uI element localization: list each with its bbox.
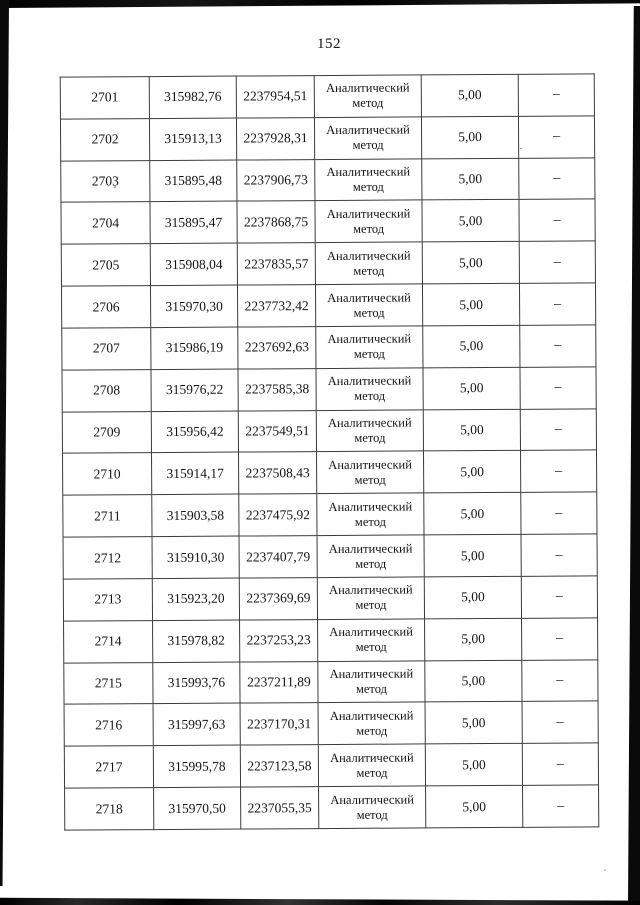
cell-coordinate-x: 315970,50 (154, 787, 241, 829)
table-row (63, 534, 597, 579)
cell-point-number: 2701 (60, 77, 149, 119)
cell-point-number: 2708 (62, 369, 151, 411)
cell-coordinate-x: 315986,19 (151, 327, 238, 369)
cell-point-number: 2715 (64, 662, 153, 704)
cell-point-number: 2704 (61, 202, 150, 244)
table-row (61, 283, 595, 328)
cell-coordinate-x: 315970,30 (150, 285, 237, 327)
table-row (62, 367, 596, 412)
cell-coordinate-x: 315914,17 (152, 453, 239, 495)
cell-method: Аналитический метод (318, 661, 425, 703)
cell-point-number: 2718 (65, 788, 154, 830)
cell-method: Аналитический метод (314, 117, 421, 159)
table-row (63, 492, 597, 537)
cell-precision: 5,00 (422, 158, 519, 200)
scan-artifact-right-bar (628, 6, 640, 905)
cell-note: – (521, 492, 597, 534)
cell-precision: 5,00 (424, 534, 521, 576)
cell-method: Аналитический метод (314, 75, 421, 117)
cell-coordinate-x: 315956,42 (151, 411, 238, 453)
cell-precision: 5,00 (423, 367, 520, 409)
cell-coordinate-y: 2237692,63 (238, 327, 316, 369)
cell-point-number: 2712 (63, 537, 152, 579)
cell-coordinate-x: 315995,78 (153, 745, 240, 787)
cell-point-number: 2706 (61, 286, 150, 328)
cell-coordinate-x: 315997,63 (153, 703, 240, 745)
cell-precision: 5,00 (425, 660, 522, 702)
cell-coordinate-x: 315982,76 (149, 76, 236, 118)
cell-precision: 5,00 (424, 576, 521, 618)
cell-coordinate-y: 2237475,92 (239, 494, 317, 536)
cell-coordinate-x: 315895,47 (150, 202, 237, 244)
cell-precision: 5,00 (423, 451, 520, 493)
cell-coordinate-y: 2237868,75 (237, 201, 315, 243)
cell-note: – (518, 116, 594, 158)
cell-coordinate-x: 315895,48 (150, 160, 237, 202)
cell-note: – (519, 283, 595, 325)
cell-note: – (523, 785, 599, 827)
cell-point-number: 2717 (64, 746, 153, 788)
cell-point-number: 2709 (62, 411, 151, 453)
cell-point-number: 2705 (61, 244, 150, 286)
cell-note: – (519, 199, 595, 241)
cell-coordinate-y: 2237549,51 (238, 410, 316, 452)
table-row (64, 659, 598, 704)
cell-note: – (521, 534, 597, 576)
cell-method: Аналитический метод (315, 159, 422, 201)
cell-method: Аналитический метод (318, 702, 425, 744)
cell-coordinate-x: 315993,76 (153, 662, 240, 704)
cell-coordinate-x: 315923,20 (152, 578, 239, 620)
cell-coordinate-y: 2237835,57 (237, 243, 315, 285)
cell-precision: 5,00 (426, 785, 523, 828)
cell-coordinate-y: 2237055,35 (241, 787, 319, 829)
cell-note: – (522, 659, 598, 701)
cell-coordinate-x: 315976,22 (151, 369, 238, 411)
cell-coordinate-y: 2237906,73 (237, 159, 315, 201)
cell-precision: 5,00 (425, 744, 522, 786)
cell-coordinate-x: 315903,58 (152, 494, 239, 536)
table-row (60, 116, 594, 161)
table-row (64, 701, 598, 746)
cell-coordinate-y: 2237732,42 (237, 285, 315, 327)
cell-method: Аналитический метод (318, 619, 425, 661)
cell-method: Аналитический метод (315, 284, 422, 326)
table-row (61, 158, 595, 203)
cell-point-number: 2713 (63, 579, 152, 621)
cell-point-number: 2710 (63, 453, 152, 495)
scan-artifact-top-bar (0, 0, 640, 8)
cell-method: Аналитический метод (316, 410, 423, 452)
cell-precision: 5,00 (423, 325, 520, 367)
cell-method: Аналитический метод (317, 577, 424, 619)
cell-note: – (520, 325, 596, 367)
cell-method: Аналитический метод (316, 368, 423, 410)
cell-precision: 5,00 (425, 702, 522, 744)
cell-precision: 5,00 (424, 493, 521, 535)
cell-note: – (520, 367, 596, 409)
scan-artifact-bottom-bar (0, 896, 640, 905)
scan-artifact-left-bar (0, 0, 9, 886)
cell-method: Аналитический метод (317, 535, 424, 577)
table-row (61, 241, 595, 286)
cell-coordinate-x: 315908,04 (150, 243, 237, 285)
cell-note: – (521, 576, 597, 618)
cell-method: Аналитический метод (319, 786, 426, 829)
cell-note: – (520, 408, 596, 450)
cell-coordinate-x: 315978,82 (153, 620, 240, 662)
cell-point-number: 2711 (63, 495, 152, 537)
cell-note: – (520, 450, 596, 492)
cell-note: – (522, 701, 598, 743)
cell-precision: 5,00 (422, 283, 519, 325)
cell-coordinate-y: 2237369,69 (239, 578, 317, 620)
table-row (63, 576, 597, 621)
cell-coordinate-y: 2237170,31 (240, 703, 318, 745)
cell-coordinate-y: 2237928,31 (236, 117, 314, 159)
table-row (62, 325, 596, 370)
table-row (63, 450, 597, 495)
cell-method: Аналитический метод (315, 200, 422, 242)
cell-note: – (522, 618, 598, 660)
table-row (64, 743, 598, 788)
scan-speck (604, 869, 606, 871)
table-row (61, 199, 595, 244)
cell-note: – (519, 158, 595, 200)
table-row (60, 74, 594, 119)
cell-coordinate-y: 2237123,58 (240, 745, 318, 787)
page-number: 152 (317, 36, 341, 52)
cell-point-number: 2714 (64, 620, 153, 662)
cell-method: Аналитический метод (317, 493, 424, 535)
cell-point-number: 2702 (60, 118, 149, 160)
cell-coordinate-y: 2237954,51 (236, 76, 314, 118)
cell-precision: 5,00 (422, 200, 519, 242)
cell-method: Аналитический метод (315, 242, 422, 284)
cell-coordinate-y: 2237508,43 (239, 452, 317, 494)
cell-coordinate-x: 315910,30 (152, 536, 239, 578)
cell-precision: 5,00 (422, 242, 519, 284)
cell-coordinate-y: 2237253,23 (240, 619, 318, 661)
cell-method: Аналитический метод (316, 451, 423, 493)
cell-coordinate-y: 2237585,38 (238, 368, 316, 410)
cell-method: Аналитический метод (318, 744, 425, 786)
table-row (64, 618, 598, 663)
table-row (62, 408, 596, 453)
cell-point-number: 2707 (62, 328, 151, 370)
cell-precision: 5,00 (423, 409, 520, 451)
cell-note: – (522, 743, 598, 785)
cell-coordinate-y: 2237211,89 (240, 661, 318, 703)
cell-precision: 5,00 (421, 116, 518, 158)
cell-method: Аналитический метод (316, 326, 423, 368)
cell-precision: 5,00 (425, 618, 522, 660)
cell-precision: 5,00 (421, 74, 518, 116)
cell-point-number: 2716 (64, 704, 153, 746)
coordinate-points-table (60, 73, 600, 830)
cell-note: – (518, 74, 594, 116)
cell-note: – (519, 241, 595, 283)
cell-coordinate-y: 2237407,79 (239, 536, 317, 578)
cell-coordinate-x: 315913,13 (149, 118, 236, 160)
table-row (65, 785, 599, 830)
cell-point-number: 2703 (61, 160, 150, 202)
